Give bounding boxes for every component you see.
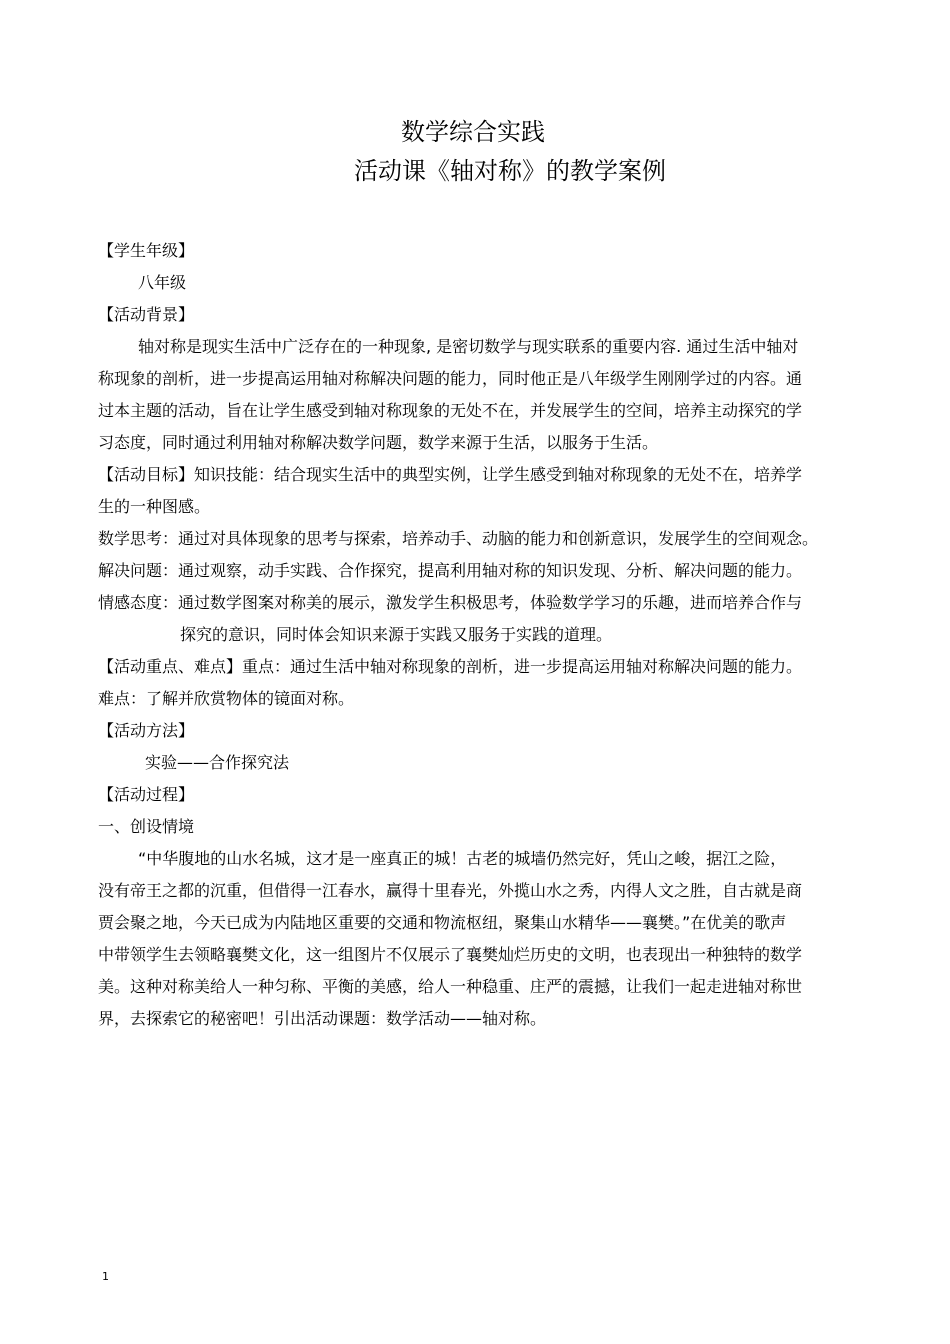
page-number: 1	[102, 1270, 109, 1283]
document-title: 数学综合实践	[401, 118, 545, 146]
subsection-heading-scenario: 一、创设情境	[98, 817, 195, 836]
goals-problem-solving: 解决问题：通过观察，动手实践、合作探究，提高利用轴对称的知识发现、分析、解决问题的能力。	[98, 561, 803, 580]
background-paragraph-line: 称现象的剖析，进一步提高运用轴对称解决问题的能力，同时他正是八年级学生刚刚学过的内容。通	[98, 369, 803, 388]
background-paragraph-line: 过本主题的活动，旨在让学生感受到轴对称现象的无处不在，并发展学生的空间，培养主动探究的学	[98, 401, 803, 420]
section-heading-grade: 【学生年级】	[98, 241, 195, 260]
scenario-paragraph-line: 美。这种对称美给人一种匀称、平衡的美感，给人一种稳重、庄严的震撼，让我们一起走进轴对称世	[98, 977, 803, 996]
goals-attitude-line: 情感态度：通过数学图案对称美的展示，激发学生积极思考，体验数学学习的乐趣，进而培养合作与	[98, 593, 803, 612]
goals-paragraph-line: 【活动目标】知识技能：结合现实生活中的典型实例，让学生感受到轴对称现象的无处不在，培养学	[98, 465, 803, 484]
section-heading-background: 【活动背景】	[98, 305, 195, 324]
goals-math-thinking: 数学思考：通过对具体现象的思考与探索，培养动手、动脑的能力和创新意识，发展学生的空间观念。	[98, 529, 819, 548]
section-heading-process: 【活动过程】	[98, 785, 195, 804]
background-paragraph-line: 轴对称是现实生活中广泛存在的一种现象, 是密切数学与现实联系的重要内容. 通过生活中轴对	[138, 337, 799, 356]
scenario-paragraph-line: “中华腹地的山水名城，这才是一座真正的城！古老的城墙仍然完好，凭山之峻，据江之险，	[138, 849, 787, 868]
goals-paragraph-line: 生的一种图感。	[98, 497, 211, 516]
scenario-paragraph-line: 中带领学生去领略襄樊文化，这一组图片不仅展示了襄樊灿烂历史的文明，也表现出一种独特的数学	[98, 945, 803, 964]
scenario-paragraph-line: 界，去探索它的秘密吧！引出活动课题：数学活动——轴对称。	[98, 1009, 547, 1028]
document-subtitle: 活动课《轴对称》的教学案例	[354, 157, 666, 185]
grade-value: 八年级	[138, 273, 187, 292]
section-heading-method: 【活动方法】	[98, 721, 195, 740]
key-points-line: 【活动重点、难点】重点：通过生活中轴对称现象的剖析，进一步提高运用轴对称解决问题的能力。	[98, 657, 803, 676]
difficult-points-line: 难点：了解并欣赏物体的镜面对称。	[98, 689, 355, 708]
scenario-paragraph-line: 没有帝王之都的沉重，但借得一江春水，赢得十里春光，外揽山水之秀，内得人文之胜，自古就是商	[98, 881, 803, 900]
method-value: 实验——合作探究法	[145, 753, 290, 772]
goals-attitude-line: 探究的意识，同时体会知识来源于实践又服务于实践的道理。	[180, 625, 613, 644]
background-paragraph-line: 习态度，同时通过利用轴对称解决数学问题，数学来源于生活，以服务于生活。	[98, 433, 659, 452]
scenario-paragraph-line: 贾会聚之地，今天已成为内陆地区重要的交通和物流枢纽，聚集山水精华——襄樊。”在优美的歌声	[98, 913, 787, 932]
